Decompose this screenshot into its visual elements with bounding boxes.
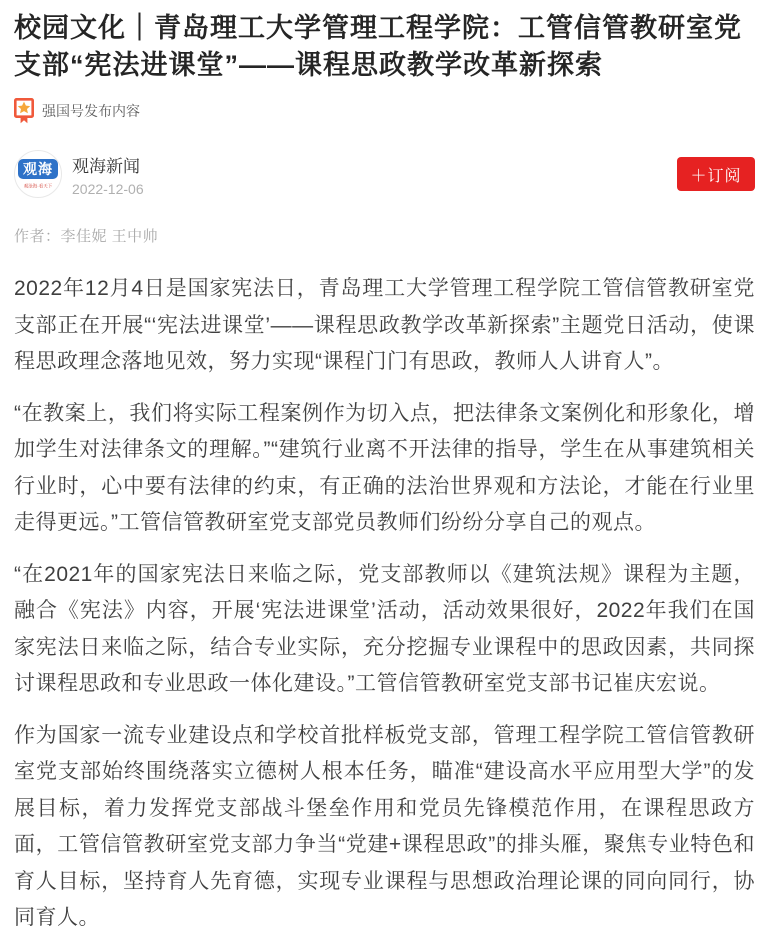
publish-date: 2022-12-06 <box>72 180 144 197</box>
article-paragraph: 2022年12月4日是国家宪法日，青岛理工大学管理工程学院工管信管教研室党支部正在开展“‘宪法进课堂’——课程思政教学改革新探索”主题党日活动，使课程思政理念落地见效，努力实现“课程门门有思政，教师人人讲育人”。 <box>14 277 755 373</box>
article-page <box>0 10 767 937</box>
source-badge <box>14 98 755 124</box>
publisher-info <box>72 152 144 197</box>
publisher-row <box>14 150 755 198</box>
article-paragraph: 作为国家一流专业建设点和学校首批样板党支部，管理工程学院工管信管教研室党支部始终围绕落实立德树人根本任务，瞄准“建设高水平应用型大学”的发展目标，着力发挥党支部战斗堡垒作用和党员先锋模范作用，在课程思政方面，工管信管教研室党支部力争当“党建+课程思政”的排头雁，聚焦专业特色和育人目标，坚持育人先育德，实现专业课程与思想政治理论课的同向同行，协同育人。 <box>14 723 755 929</box>
subscribe-button[interactable]: ＋订阅 <box>677 157 755 191</box>
avatar-tagline: 观沧海·看天下 <box>23 183 53 189</box>
article-paragraph: “在教案上，我们将实际工程案例作为切入点，把法律条文案例化和形象化，增加学生对法律条文的理解。”“建筑行业离不开法律的指导，学生在从事建筑相关行业时，心中要有法律的约束，有正确的法治世界观和方法论，才能在行业里走得更远。”工管信管教研室党支部党员教师们纷纷分享自己的观点。 <box>14 401 755 534</box>
certificate-star-icon <box>14 98 34 124</box>
author-line: 作者：李佳妮 王中帅 <box>14 228 159 245</box>
publisher-avatar[interactable] <box>14 150 62 198</box>
source-badge-label: 强国号发布内容 <box>42 103 140 119</box>
avatar-logo-text: 观海 <box>18 159 58 179</box>
page-title: 校园文化｜青岛理工大学管理工程学院：工管信管教研室党支部“宪法进课堂”——课程思政教学改革新探索 <box>14 13 742 80</box>
publisher-name[interactable]: 观海新闻 <box>72 156 140 176</box>
article-paragraph: “在2021年的国家宪法日来临之际，党支部教师以《建筑法规》课程为主题，融合《宪法》内容，开展‘宪法进课堂’活动，活动效果很好，2022年我们在国家宪法日来临之际，结合专业实际，充分挖掘专业课程中的思政因素，共同探讨课程思政和专业思政一体化建设。”工管信管教研室党支部书记崔庆宏说。 <box>14 562 755 695</box>
article-body <box>14 271 755 937</box>
